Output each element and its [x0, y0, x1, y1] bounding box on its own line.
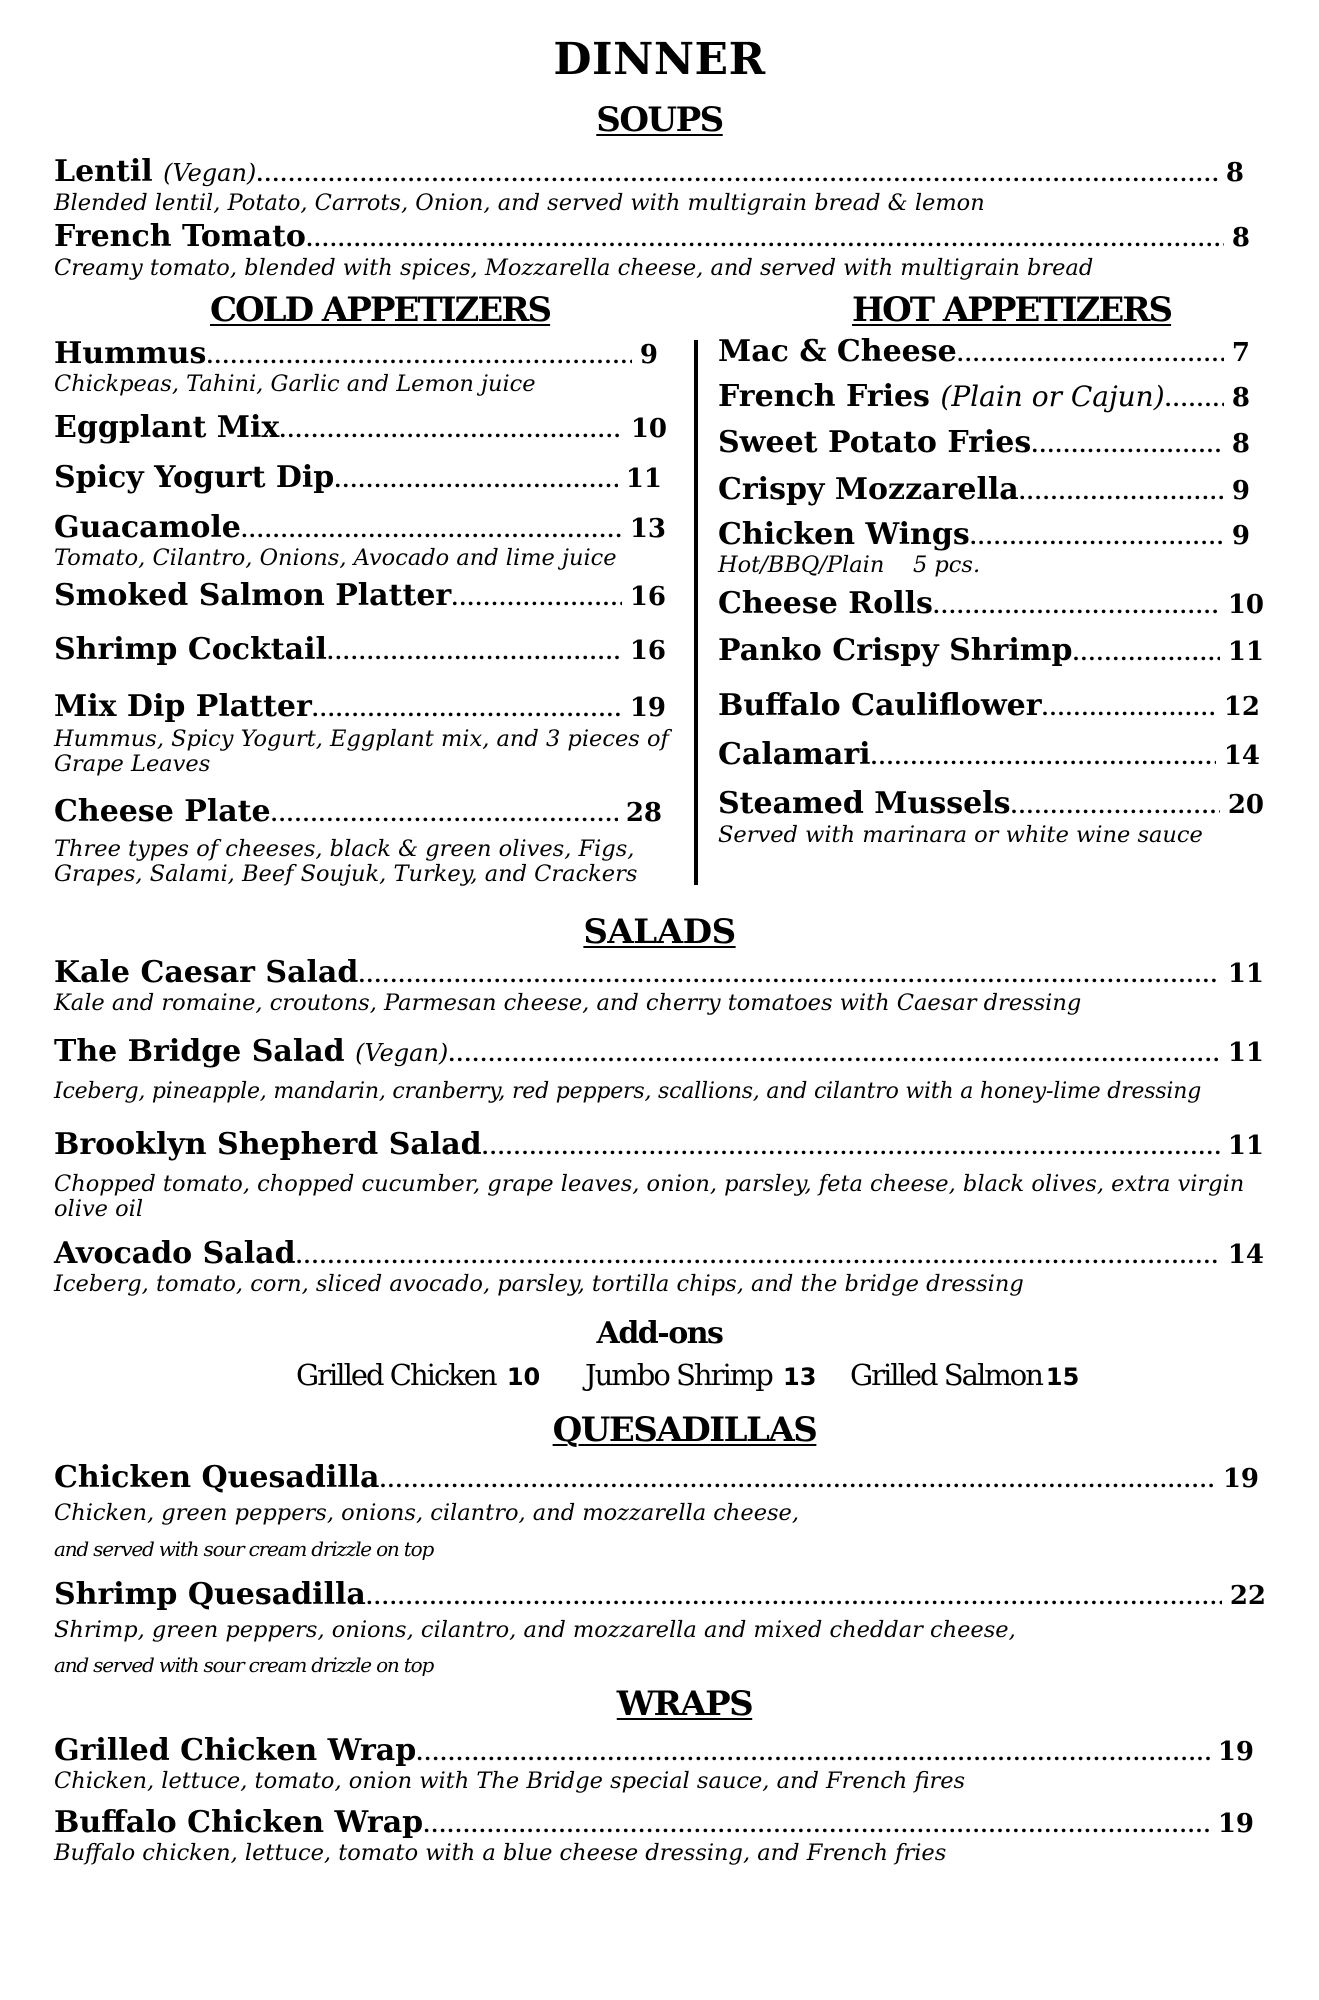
column-divider — [694, 340, 698, 885]
item-name: Buffalo Cauliflower — [718, 688, 1042, 723]
menu-item — [718, 334, 1250, 369]
menu-item — [54, 1236, 1264, 1271]
item-name: French Fries (Plain or Cajun) — [718, 379, 1165, 414]
menu-item — [54, 955, 1264, 990]
item-name: The Bridge Salad (Vegan) — [54, 1034, 449, 1069]
leader-dots — [312, 697, 622, 721]
item-description: Kale and romaine, croutons, Parmesan cheese, and cherry tomatoes with Caesar dressing — [54, 990, 1082, 1016]
menu-item — [54, 1034, 1264, 1069]
item-price: 10 — [1227, 590, 1264, 620]
menu-item — [718, 517, 1250, 552]
item-price: 9 — [1231, 521, 1250, 551]
item-name: Mix Dip Platter — [54, 689, 312, 724]
menu-item — [718, 633, 1264, 668]
leader-dots — [306, 227, 1224, 251]
leader-dots — [448, 1042, 1220, 1066]
item-price: 19 — [1217, 1737, 1254, 1767]
leader-dots — [1072, 641, 1219, 665]
menu-item — [718, 737, 1260, 772]
item-name: Cheese Rolls — [718, 586, 933, 621]
item-description: Iceberg, pineapple, mandarin, cranberry, red peppers, scallions, and cilantro with a honey-lime dressing — [54, 1079, 1202, 1104]
soups-heading: SOUPS — [596, 100, 723, 140]
menu-item — [54, 336, 658, 371]
item-price: 14 — [1227, 1240, 1264, 1270]
item-description: Chickpeas, Tahini, Garlic and Lemon juice — [54, 371, 536, 397]
item-description: Chopped tomato, chopped cucumber, grape leaves, onion, parsley, feta cheese, black olives, extra virgin olive oil — [54, 1171, 1245, 1222]
item-price: 12 — [1223, 692, 1260, 722]
item-price: 8 — [1231, 429, 1250, 459]
item-name: Avocado Salad — [54, 1236, 296, 1271]
leader-dots — [271, 802, 618, 826]
item-price: 11 — [1227, 1131, 1264, 1161]
item-price: 8 — [1231, 383, 1250, 413]
menu-item — [54, 794, 662, 829]
leader-dots — [423, 1813, 1210, 1837]
item-name: Buffalo Chicken Wrap — [54, 1805, 424, 1840]
item-name: Mac & Cheese — [718, 334, 957, 369]
menu-item — [718, 688, 1260, 723]
item-name: Chicken Wings — [718, 517, 970, 552]
leader-dots — [1165, 387, 1224, 411]
leader-dots — [256, 162, 1218, 186]
leader-dots — [241, 518, 622, 542]
hot-appetizers-heading: HOT APPETIZERS — [852, 290, 1172, 330]
menu-item — [54, 1733, 1254, 1768]
cold-appetizers-heading: COLD APPETIZERS — [210, 290, 551, 330]
menu-item — [54, 510, 666, 545]
menu-item — [718, 786, 1264, 821]
item-name: Guacamole — [54, 510, 241, 545]
menu-item — [54, 1127, 1264, 1162]
item-price: 16 — [629, 636, 666, 666]
addon-item: Grilled Salmon 15 — [850, 1358, 1080, 1392]
item-name: Kale Caesar Salad — [54, 955, 359, 990]
item-price: 22 — [1229, 1581, 1266, 1611]
item-name: Crispy Mozzarella — [718, 472, 1019, 507]
item-description: Served with marinara or white wine sauce — [718, 822, 1203, 848]
menu-item — [54, 689, 666, 724]
item-name: Grilled Chicken Wrap — [54, 1733, 417, 1768]
menu-item — [54, 219, 1250, 254]
item-description: Chicken, lettuce, tomato, onion with The Bridge special sauce, and French fires — [54, 1768, 966, 1794]
item-description: Creamy tomato, blended with spices, Mozzarella cheese, and served with multigrain bread — [54, 255, 1094, 281]
leader-dots — [451, 586, 622, 610]
item-name: Calamari — [718, 737, 871, 772]
quesadillas-heading: QUESADILLAS — [552, 1410, 817, 1450]
leader-dots — [1031, 433, 1224, 457]
item-price: 14 — [1223, 741, 1260, 771]
item-price: 19 — [1217, 1809, 1254, 1839]
menu-item — [54, 154, 1244, 189]
salads-heading: SALADS — [583, 912, 736, 952]
item-name: Lentil (Vegan) — [54, 154, 257, 189]
item-price: 8 — [1231, 223, 1250, 253]
item-description: Blended lentil, Potato, Carrots, Onion, and served with multigrain bread & lemon — [54, 190, 985, 216]
item-description-extra: and served with sour cream drizzle on top — [54, 1653, 434, 1677]
menu-item — [54, 1805, 1254, 1840]
item-name: Smoked Salmon Platter — [54, 578, 452, 613]
item-description-extra: and served with sour cream drizzle on top — [54, 1537, 434, 1561]
item-price: 19 — [629, 693, 666, 723]
leader-dots — [334, 468, 618, 492]
item-description: Buffalo chicken, lettuce, tomato with a blue cheese dressing, and French fries — [54, 1840, 947, 1866]
menu-item — [54, 1577, 1266, 1612]
item-name: Sweet Potato Fries — [718, 425, 1032, 460]
item-price: 11 — [625, 464, 662, 494]
item-name: Chicken Quesadilla — [54, 1460, 380, 1495]
menu-item — [54, 410, 667, 445]
leader-dots — [366, 1585, 1222, 1609]
item-price: 16 — [629, 582, 666, 612]
item-price: 10 — [630, 414, 667, 444]
leader-dots — [482, 1135, 1220, 1159]
leader-dots — [327, 640, 622, 664]
menu-item — [54, 1460, 1259, 1495]
wraps-heading: WRAPS — [616, 1684, 753, 1724]
item-price: 13 — [629, 514, 666, 544]
item-description: Three types of cheeses, black & green olives, Figs, Grapes, Salami, Beef Soujuk, Turkey, and Crackers — [54, 836, 638, 887]
item-description: Tomato, Cilantro, Onions, Avocado and lime juice — [54, 545, 617, 571]
leader-dots — [970, 525, 1224, 549]
addons-heading: Add-ons — [596, 1316, 723, 1351]
item-price: 8 — [1225, 158, 1244, 188]
leader-dots — [296, 1244, 1220, 1268]
leader-dots — [1019, 480, 1224, 504]
item-name: Panko Crispy Shrimp — [718, 633, 1073, 668]
item-price: 20 — [1227, 790, 1264, 820]
leader-dots — [1010, 794, 1219, 818]
leader-dots — [379, 1468, 1214, 1492]
item-price: 9 — [1231, 476, 1250, 506]
leader-dots — [1042, 696, 1216, 720]
leader-dots — [358, 963, 1219, 987]
menu-item — [718, 586, 1264, 621]
menu-item — [718, 425, 1250, 460]
leader-dots — [206, 344, 632, 368]
item-name: French Tomato — [54, 219, 306, 254]
menu-item — [54, 460, 662, 495]
item-name: Steamed Mussels — [718, 786, 1011, 821]
leader-dots — [933, 594, 1220, 618]
item-description: Hot/BBQ/Plain 5 pcs. — [718, 552, 981, 578]
item-price: 11 — [1227, 637, 1264, 667]
menu-item — [718, 472, 1250, 507]
item-name: Spicy Yogurt Dip — [54, 460, 335, 495]
leader-dots — [279, 418, 623, 442]
leader-dots — [416, 1741, 1210, 1765]
item-description: Iceberg, tomato, corn, sliced avocado, parsley, tortilla chips, and the bridge dressing — [54, 1271, 1024, 1297]
menu-item — [54, 632, 666, 667]
item-price: 19 — [1222, 1464, 1259, 1494]
menu-title: DINNER — [553, 34, 766, 85]
addon-item: Grilled Chicken 10 — [296, 1358, 541, 1392]
item-name: Shrimp Cocktail — [54, 632, 327, 667]
item-name: Eggplant Mix — [54, 410, 280, 445]
item-description: Hummus, Spicy Yogurt, Eggplant mix, and 3 pieces of Grape Leaves — [54, 726, 669, 777]
item-description: Chicken, green peppers, onions, cilantro, and mozzarella cheese, — [54, 1500, 800, 1526]
item-name: Shrimp Quesadilla — [54, 1577, 366, 1612]
leader-dots — [871, 745, 1216, 769]
menu-item — [718, 379, 1250, 414]
item-description: Shrimp, green peppers, onions, cilantro, and mozzarella and mixed cheddar cheese, — [54, 1617, 1016, 1643]
item-name: Brooklyn Shepherd Salad — [54, 1127, 482, 1162]
item-price: 11 — [1227, 1038, 1264, 1068]
menu-item — [54, 578, 666, 613]
leader-dots — [957, 342, 1224, 366]
item-name: Hummus — [54, 336, 207, 371]
addon-item: Jumbo Shrimp 13 — [585, 1358, 817, 1392]
item-name: Cheese Plate — [54, 794, 271, 829]
item-price: 7 — [1231, 338, 1250, 368]
item-price: 11 — [1227, 959, 1264, 989]
item-price: 9 — [639, 340, 658, 370]
item-price: 28 — [625, 798, 662, 828]
